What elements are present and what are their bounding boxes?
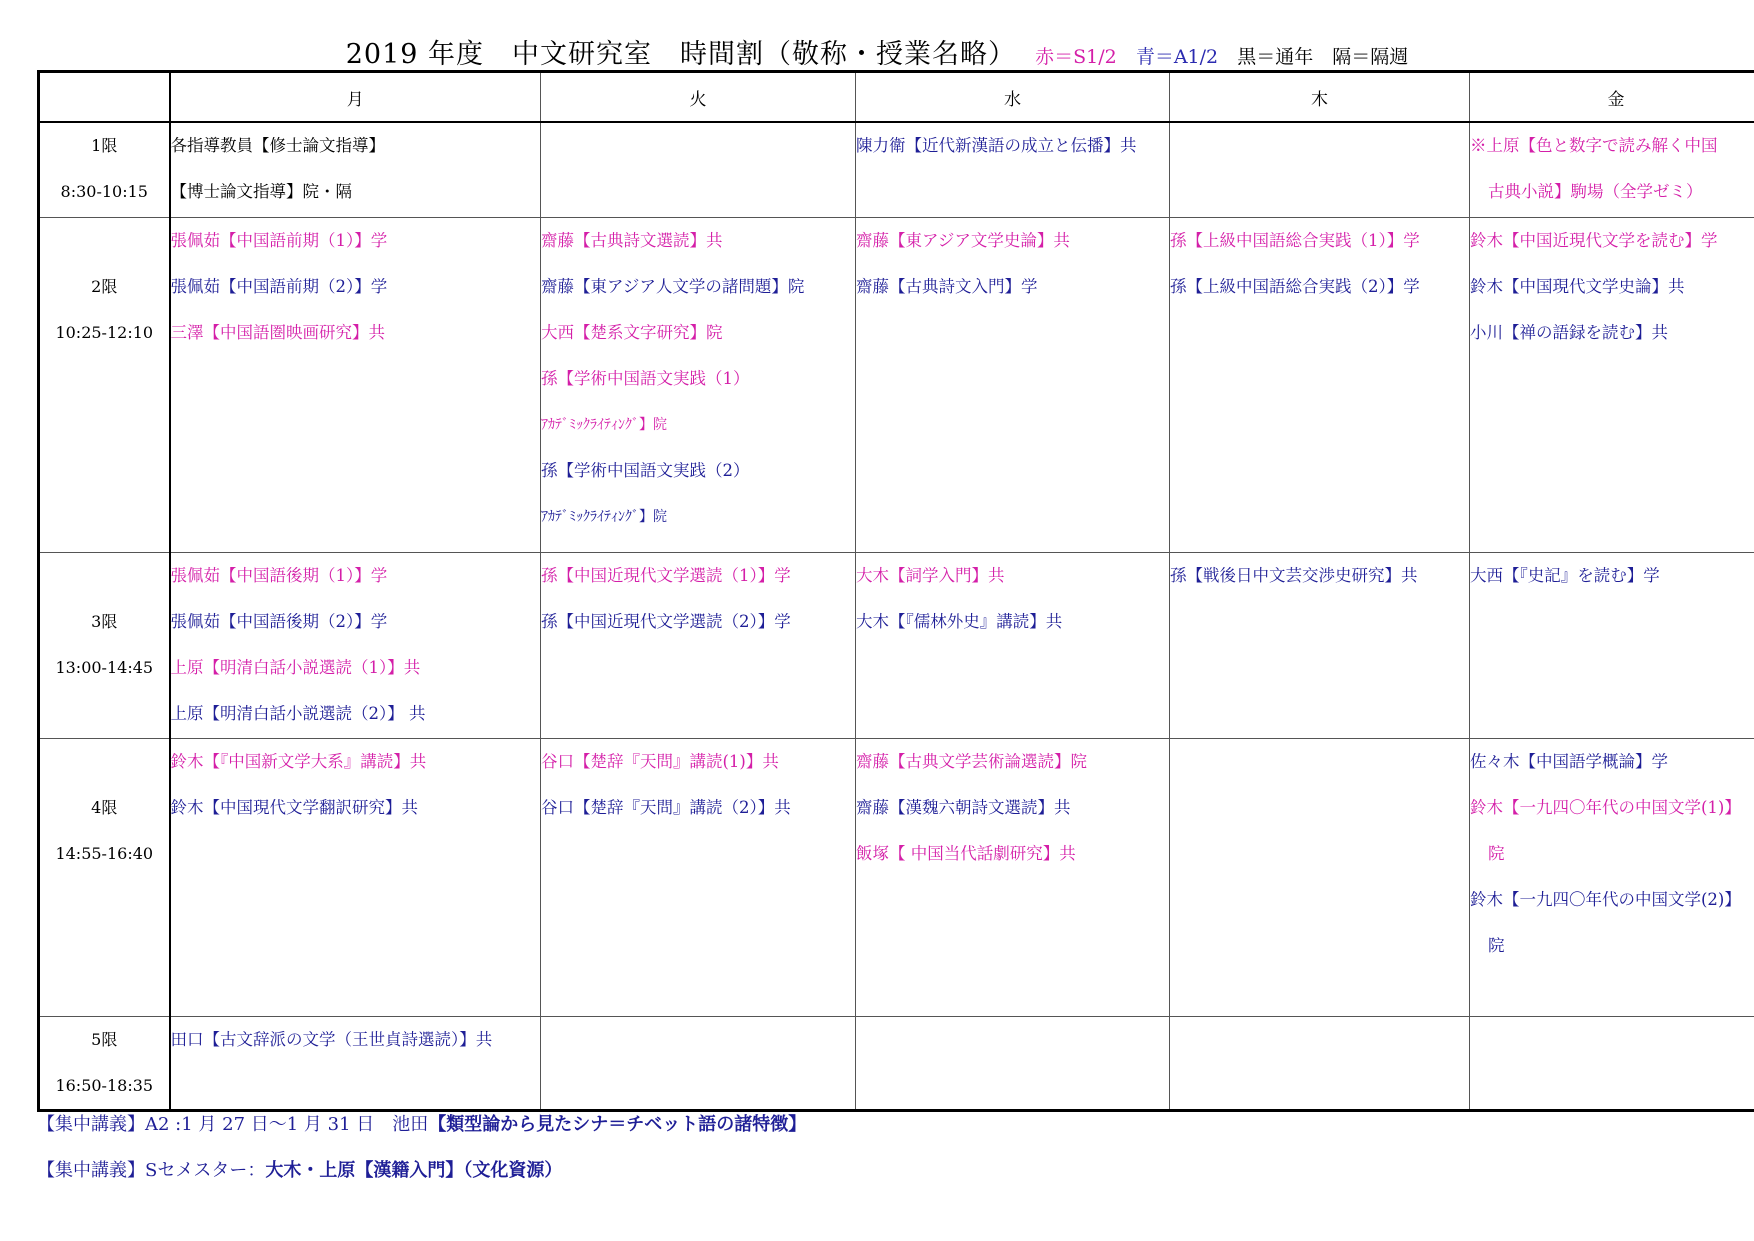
course-entry: 小川【禅の語録を読む】共 (1470, 322, 1668, 342)
course-entry: 鈴木【一九四〇年代の中国文学(2)】 (1470, 889, 1741, 909)
course-entry: 各指導教員【修士論文指導】 (170, 136, 385, 155)
cell-thu-3 (1170, 552, 1470, 738)
legend-black: 黒＝通年 隔＝隔週 (1237, 46, 1409, 68)
course-entry: 孫【上級中国語総合実践（1）】学 (1170, 230, 1420, 250)
cell-mon-4 (170, 738, 541, 1016)
day-header-wed: 水 (856, 72, 1170, 123)
cell-mon-2 (170, 217, 541, 552)
cell-tue-2 (541, 217, 856, 552)
page-title (0, 32, 1754, 71)
period-row-2 (39, 217, 1754, 552)
note-1-course: 【類型論から見たシナ＝チベット語の諸特徴】 (428, 1114, 807, 1135)
period-name: 4限 (91, 797, 118, 817)
course-entry: 大木【『儒林外史』講読】共 (856, 611, 1063, 631)
cell-fri-2 (1470, 217, 1754, 552)
cell-thu-5 (1170, 1016, 1470, 1110)
period-time: 10:25-12:10 (55, 322, 154, 342)
period-label (39, 738, 170, 1016)
period-row-4 (39, 738, 1754, 1016)
course-entry: 上原【明清白話小説選読（2）】 共 (170, 703, 426, 723)
day-header-thu: 木 (1170, 72, 1470, 123)
cell-wed-5 (856, 1016, 1170, 1110)
period-row-3 (39, 552, 1754, 738)
course-entry: 院 (1488, 843, 1505, 863)
course-entry: 三澤【中国語圏映画研究】共 (170, 322, 385, 342)
cell-mon-1 (170, 122, 541, 217)
course-entry: ※上原【色と数字で読み解く中国 (1470, 136, 1718, 155)
course-entry: 鈴木【中国近現代文学を読む】学 (1470, 230, 1718, 250)
course-entry: 孫【学術中国語文実践（2） (541, 460, 750, 480)
cell-thu-1 (1170, 122, 1470, 217)
course-entry: 谷口【楚辞『天問』講読（2）】共 (541, 797, 791, 817)
period-time: 8:30-10:15 (60, 182, 148, 201)
title-main: 2019 年度 中文研究室 時間割（敬称・授業名略） (345, 39, 1017, 70)
course-entry: 孫【中国近現代文学選読（1）】学 (541, 565, 791, 585)
course-entry: 孫【中国近現代文学選読（2）】学 (541, 611, 791, 631)
timetable (37, 70, 1754, 1112)
cell-mon-3 (170, 552, 541, 738)
cell-thu-4 (1170, 738, 1470, 1016)
day-header-fri: 金 (1470, 72, 1754, 123)
course-entry: 陳力衛【近代新漢語の成立と伝播】共 (856, 136, 1137, 155)
course-entry: 齋藤【古典文学芸術論選読】院 (856, 751, 1087, 771)
period-label (39, 122, 170, 217)
day-header-mon: 月 (170, 72, 541, 123)
corner-cell (39, 72, 170, 123)
course-entry: 齋藤【東アジア文学史論】共 (856, 230, 1070, 250)
cell-wed-1 (856, 122, 1170, 217)
course-entry: 佐々木【中国語学概論】学 (1470, 751, 1668, 771)
period-time: 14:55-16:40 (55, 843, 154, 863)
legend-red: 赤＝S1/2 (1035, 46, 1117, 68)
note-line-1 (37, 1102, 806, 1148)
period-label (39, 552, 170, 738)
cell-fri-1 (1470, 122, 1754, 217)
cell-tue-1 (541, 122, 856, 217)
period-row-1 (39, 122, 1754, 217)
period-name: 5限 (91, 1029, 118, 1049)
note-2-course: 大木・上原【漢籍入門】（文化資源） (265, 1160, 563, 1181)
course-entry: 院 (1488, 935, 1505, 955)
period-label (39, 1016, 170, 1110)
course-entry: 張佩茹【中国語前期（1）】学 (170, 230, 388, 250)
period-name: 2限 (91, 276, 118, 296)
note-1-prefix: 【集中講義】A2 :1 月 27 日～1 月 31 日 池田 (37, 1114, 429, 1135)
intensive-lecture-notes (37, 1102, 806, 1194)
cell-fri-3 (1470, 552, 1754, 738)
course-entry: 齋藤【古典詩文入門】学 (856, 276, 1038, 296)
cell-fri-4 (1470, 738, 1754, 1016)
course-entry: 【博士論文指導】院・隔 (170, 182, 352, 201)
course-entry: 孫【上級中国語総合実践（2）】学 (1170, 276, 1420, 296)
period-time: 16:50-18:35 (55, 1075, 154, 1095)
course-entry: 張佩茹【中国語前期（2）】学 (170, 276, 388, 296)
course-entry: 古典小説】駒場（全学ゼミ） (1488, 182, 1703, 201)
course-entry: 鈴木【中国現代文学翻訳研究】共 (170, 797, 418, 817)
note-line-2 (37, 1148, 806, 1194)
header-row (39, 72, 1754, 123)
course-entry: 上原【明清白話小説選読（1）】共 (170, 657, 421, 677)
note-2-prefix: 【集中講義】Sセメスター： (37, 1160, 266, 1181)
course-entry: 大木【詞学入門】共 (856, 565, 1005, 585)
legend-blue: 青＝A1/2 (1135, 46, 1219, 68)
cell-tue-4 (541, 738, 856, 1016)
course-entry: 田口【古文辞派の文学（王世貞詩選読）】共 (170, 1029, 493, 1049)
period-time: 13:00-14:45 (55, 657, 154, 677)
course-entry: ｱｶﾃﾞﾐｯｸﾗｲﾃｨﾝｸﾞ】院 (541, 508, 667, 525)
cell-fri-5 (1470, 1016, 1754, 1110)
course-entry: 孫【学術中国語文実践（1） (541, 368, 750, 388)
course-entry: 鈴木【一九四〇年代の中国文学(1)】 (1470, 797, 1741, 817)
cell-wed-4 (856, 738, 1170, 1016)
course-entry: 齋藤【東アジア人文学の諸問題】院 (541, 276, 805, 296)
course-entry: 鈴木【中国現代文学史論】共 (1470, 276, 1685, 296)
course-entry: 飯塚【 中国当代話劇研究】共 (856, 843, 1076, 863)
course-entry: 鈴木【『中国新文学大系』講読】共 (170, 751, 427, 771)
period-name: 3限 (91, 611, 118, 631)
cell-thu-2 (1170, 217, 1470, 552)
course-entry: 大西【『史記』を読む】学 (1470, 565, 1660, 585)
cell-mon-5 (170, 1016, 541, 1110)
cell-tue-5 (541, 1016, 856, 1110)
course-entry: ｱｶﾃﾞﾐｯｸﾗｲﾃｨﾝｸﾞ】院 (541, 416, 667, 433)
course-entry: 大西【楚系文字研究】院 (541, 322, 723, 342)
period-name: 1限 (91, 136, 118, 155)
course-entry: 張佩茹【中国語後期（1）】学 (170, 565, 388, 585)
period-label (39, 217, 170, 552)
day-header-tue: 火 (541, 72, 856, 123)
course-entry: 谷口【楚辞『天問』講読(1)】共 (541, 751, 779, 771)
cell-wed-2 (856, 217, 1170, 552)
cell-tue-3 (541, 552, 856, 738)
period-row-5 (39, 1016, 1754, 1110)
cell-wed-3 (856, 552, 1170, 738)
course-entry: 孫【戦後日中文芸交渉史研究】共 (1170, 565, 1418, 585)
course-entry: 張佩茹【中国語後期（2）】学 (170, 611, 388, 631)
course-entry: 齋藤【漢魏六朝詩文選読】共 (856, 797, 1071, 817)
course-entry: 齋藤【古典詩文選読】共 (541, 230, 723, 250)
